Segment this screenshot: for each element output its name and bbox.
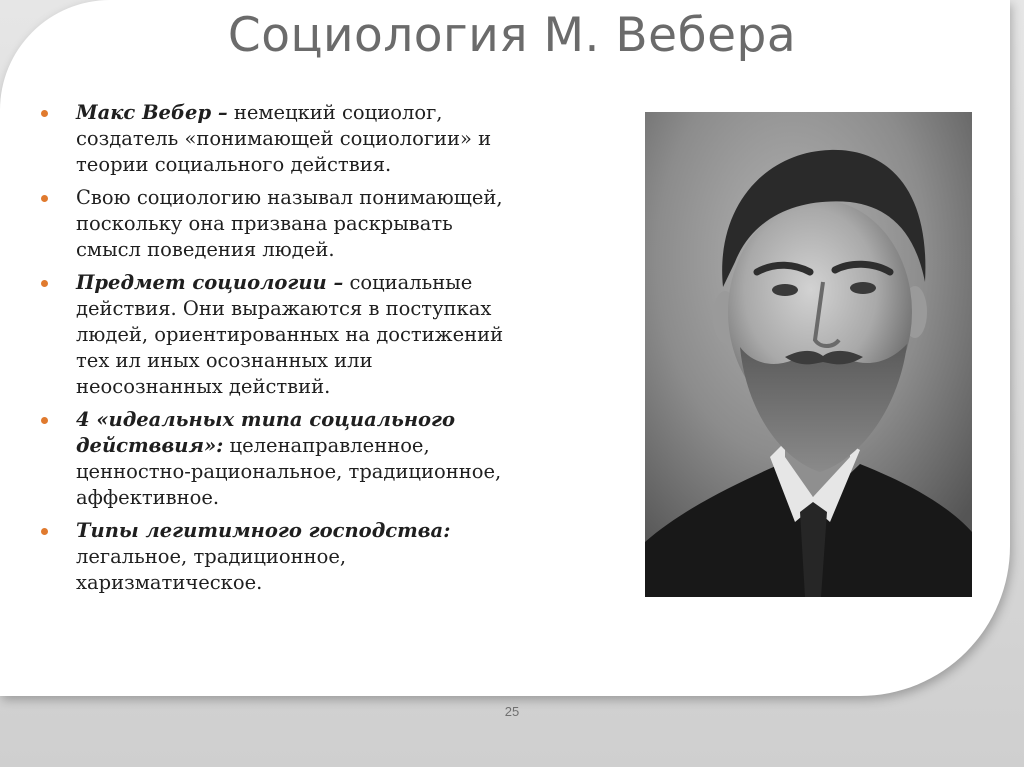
bullet-dot-icon <box>41 110 48 117</box>
bullet-text: социальные действия. Они выражаются в поступках людей, ориентированных на достижений тех ил иных осознанных или неосознанных действий. <box>76 271 504 398</box>
bullet-list <box>40 100 520 603</box>
bullet-item <box>40 185 520 263</box>
bullet-lead: Предмет социологии – <box>76 271 344 294</box>
bullet-dot-icon <box>41 195 48 202</box>
bullet-item <box>40 100 520 178</box>
bullet-text: целенаправленное, ценностно-рациональное, традиционное, аффективное. <box>76 434 502 509</box>
bullet-lead: Макс Вебер – <box>76 101 228 124</box>
slide-title: Социология М. Вебера <box>227 8 797 63</box>
portrait-photo <box>645 112 972 597</box>
bullet-text: немецкий социолог, создатель «понимающей социологии» и теории социального действия. <box>76 101 492 176</box>
bullet-dot-icon <box>41 280 48 287</box>
bullet-text: Свою социологию называл понимающей, поскольку она призвана раскрывать смысл поведения людей. <box>76 186 503 261</box>
bullet-lead: Типы легитимного господства: <box>76 519 451 542</box>
bullet-item <box>40 270 520 400</box>
bullet-dot-icon <box>41 528 48 535</box>
bullet-dot-icon <box>41 417 48 424</box>
bullet-item <box>40 407 520 511</box>
bullet-text: легальное, традиционное, харизматическое. <box>76 545 347 594</box>
page-number: 25 <box>504 704 520 719</box>
bullet-item <box>40 518 520 596</box>
bullet-lead: 4 «идеальных типа социального действвия»: <box>76 408 456 457</box>
portrait-illustration <box>645 112 972 597</box>
